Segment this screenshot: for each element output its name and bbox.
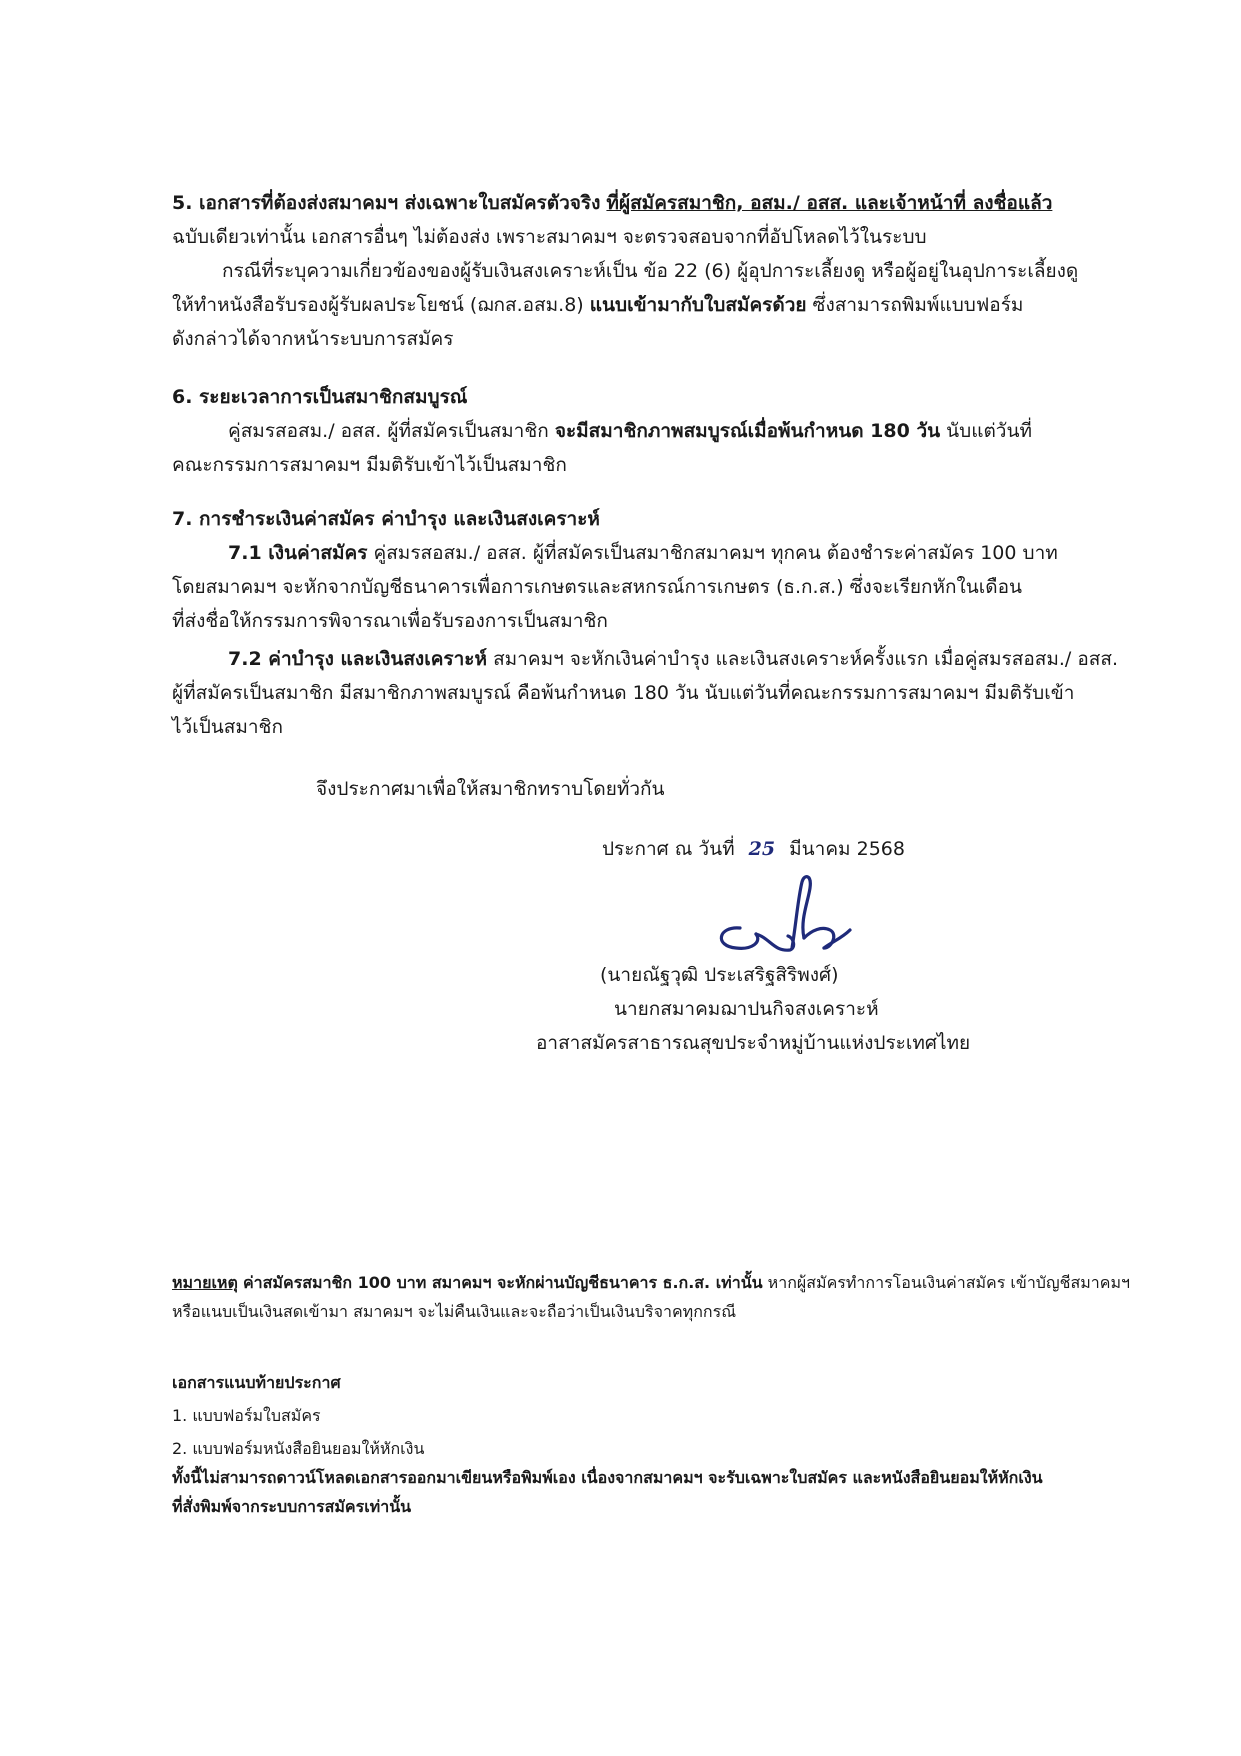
section-7-1-line-3: ที่ส่งชื่อให้กรรมการพิจารณาเพื่อรับรองการเป็นสมาชิก — [172, 610, 608, 632]
signer-position-2-block — [536, 1026, 1056, 1060]
section-7-1-line-1 — [172, 536, 1112, 570]
section-6-line-1-c: นับแต่วันที่ — [946, 420, 1032, 442]
section-5-heading-bold: 5. เอกสารที่ต้องส่งสมาคมฯ ส่งเฉพาะใบสมัครตัวจริง — [172, 192, 601, 214]
announcement-text: จึงประกาศมาเพื่อให้สมาชิกทราบโดยทั่วกัน — [316, 778, 665, 800]
section-7-heading: 7. การชำระเงินค่าสมัคร ค่าบำรุง และเงินสงเคราะห์ — [172, 508, 600, 530]
section-7-2-line-3: ไว้เป็นสมาชิก — [172, 716, 283, 738]
section-6-heading: 6. ระยะเวลาการเป็นสมาชิกสมบูรณ์ — [172, 386, 468, 408]
date-year: 2568 — [856, 838, 905, 860]
note-bold: ค่าสมัครสมาชิก 100 บาท สมาคมฯ จะหักผ่านบัญชีธนาคาร ธ.ก.ส. เท่านั้น — [242, 1273, 763, 1292]
section-6-line-2: คณะกรรมการสมาคมฯ มีมติรับเข้าไว้เป็นสมาชิก — [172, 454, 567, 476]
date-line — [602, 832, 1022, 866]
section-5-para-line-2-c: ซึ่งสามารถพิมพ์แบบฟอร์ม — [812, 294, 1024, 316]
signer-name-block — [600, 958, 1020, 992]
section-5-para-line-1: กรณีที่ระบุความเกี่ยวข้องของผู้รับเงินสงเคราะห์เป็น ข้อ 22 (6) ผู้อุปการะเลี้ยงดู หรือผู้อยู่ในอุปการะเลี้ยงดู — [222, 260, 1079, 282]
section-7 — [172, 502, 1118, 744]
attachments-heading: เอกสารแนบท้ายประกาศ — [172, 1373, 341, 1392]
attachment-item-2: 2. แบบฟอร์มหนังสือยินยอมให้หักเงิน — [172, 1439, 425, 1458]
section-5-para-line-3: ดังกล่าวได้จากหน้าระบบการสมัคร — [172, 328, 454, 350]
attachments-footer-line-2: ที่สั่งพิมพ์จากระบบการสมัครเท่านั้น — [172, 1497, 412, 1516]
signer-name: (นายณัฐวุฒิ ประเสริฐสิริพงศ์) — [600, 964, 839, 986]
date-prefix: ประกาศ ณ วันที่ — [602, 838, 735, 860]
section-7-2-line-2: ผู้ที่สมัครเป็นสมาชิก มีสมาชิกภาพสมบูรณ์ คือพ้นกำหนด 180 วัน นับแต่วันที่คณะกรรมการสมาคมฯ มีมติรับเข้า — [172, 682, 1075, 704]
signature-image — [700, 868, 880, 968]
date-month: มีนาคม — [789, 838, 851, 860]
section-5 — [172, 186, 1112, 356]
section-6-line-1 — [172, 414, 1112, 448]
note-line-2: หรือแนบเป็นเงินสดเข้ามา สมาคมฯ จะไม่คืนเงินและจะถือว่าเป็นเงินบริจาคทุกกรณี — [172, 1302, 737, 1321]
section-7-2-line-1 — [172, 642, 1118, 676]
section-5-heading-underlined: ที่ผู้สมัครสมาชิก, อสม./ อสส. และเจ้าหน้าที่ ลงชื่อแล้ว — [606, 192, 1053, 214]
section-7-1-text: คู่สมรสอสม./ อสส. ผู้ที่สมัครเป็นสมาชิกสมาคมฯ ทุกคน ต้องชำระค่าสมัคร 100 บาท — [373, 542, 1058, 564]
section-7-1-line-2: โดยสมาคมฯ จะหักจากบัญชีธนาคารเพื่อการเกษตรและสหกรณ์การเกษตร (ธ.ก.ส.) ซึ่งจะเรียกหักในเดือน — [172, 576, 1023, 598]
section-6-line-1-b: จะมีสมาชิกภาพสมบูรณ์เมื่อพ้นกำหนด 180 วัน — [554, 420, 941, 442]
section-6 — [172, 380, 1112, 482]
section-5-heading — [172, 186, 1112, 220]
announcement-date — [602, 832, 1022, 866]
section-7-2-label: 7.2 ค่าบำรุง และเงินสงเคราะห์ — [228, 648, 488, 670]
attachments-footer-line-1: ทั้งนี้ไม่สามารถดาวน์โหลดเอกสารออกมาเขียนหรือพิมพ์เอง เนื่องจากสมาคมฯ จะรับเฉพาะใบสมัคร และหนังสือยินยอมให้หักเงิน — [172, 1468, 1043, 1487]
attachment-item-1: 1. แบบฟอร์มใบสมัคร — [172, 1406, 321, 1425]
date-day: 25 — [748, 838, 776, 860]
section-5-para-line-2-b: แนบเข้ามากับใบสมัครด้วย — [589, 294, 807, 316]
attachments-block — [172, 1368, 1132, 1521]
section-7-1-label: 7.1 เงินค่าสมัคร — [228, 542, 368, 564]
signer-position-2: อาสาสมัครสาธารณสุขประจำหมู่บ้านแห่งประเทศไทย — [536, 1032, 971, 1054]
signer-position-1: นายกสมาคมฌาปนกิจสงเคราะห์ — [614, 998, 879, 1020]
section-7-2-text: สมาคมฯ จะหักเงินค่าบำรุง และเงินสงเคราะห์ครั้งแรก เมื่อคู่สมรสอสม./ อสส. — [493, 648, 1118, 670]
note-block — [172, 1268, 1132, 1326]
section-6-line-1-a: คู่สมรสอสม./ อสส. ผู้ที่สมัครเป็นสมาชิก — [228, 420, 549, 442]
note-line-1 — [172, 1268, 1132, 1297]
section-5-para-line-2 — [172, 288, 1112, 322]
announcement — [316, 772, 1016, 806]
signer-position-1-block — [614, 992, 1034, 1026]
note-label: หมายเหตุ — [172, 1273, 238, 1292]
section-5-para-line-2-a: ให้ทำหนังสือรับรองผู้รับผลประโยชน์ (ฌกส.อสม.8) — [172, 294, 584, 316]
section-5-line-2: ฉบับเดียวเท่านั้น เอกสารอื่นๆ ไม่ต้องส่ง เพราะสมาคมฯ จะตรวจสอบจากที่อัปโหลดไว้ในระบบ — [172, 226, 927, 248]
note-rest-1: หากผู้สมัครทำการโอนเงินค่าสมัคร เข้าบัญชีสมาคมฯ — [767, 1273, 1130, 1292]
